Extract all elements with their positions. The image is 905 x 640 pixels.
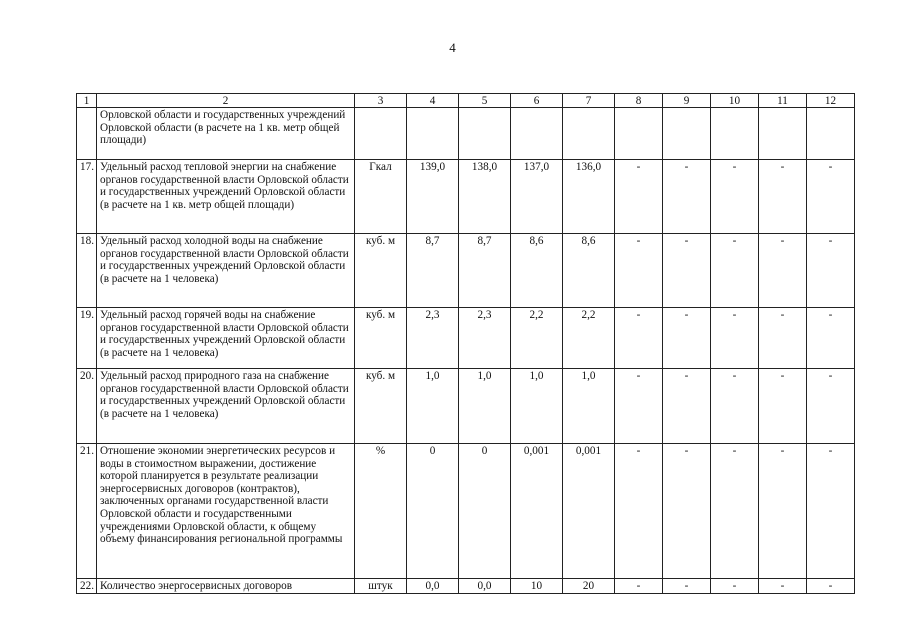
value-cell: - (807, 369, 855, 444)
column-number: 12 (807, 94, 855, 108)
value-cell: - (711, 308, 759, 369)
row-number: 17. (77, 160, 97, 234)
indicator-name: Орловской области и государственных учреждений Орловской области (в расчете на 1 кв. метр общей площади) (97, 108, 355, 160)
table-row (77, 444, 855, 579)
column-number: 5 (459, 94, 511, 108)
value-cell: 1,0 (563, 369, 615, 444)
value-cell: 0 (459, 444, 511, 579)
column-number: 7 (563, 94, 615, 108)
value-cell: 2,3 (407, 308, 459, 369)
value-cell: 0,0 (407, 579, 459, 594)
column-number: 2 (97, 94, 355, 108)
value-cell: 0,001 (563, 444, 615, 579)
value-cell: 0,001 (511, 444, 563, 579)
value-cell: - (759, 579, 807, 594)
value-cell: 0 (407, 444, 459, 579)
indicators-table (76, 93, 855, 594)
table-row (77, 108, 855, 160)
row-number: 19. (77, 308, 97, 369)
value-cell: 8,6 (563, 234, 615, 308)
value-cell: - (615, 160, 663, 234)
value-cell: 20 (563, 579, 615, 594)
value-cell: - (759, 444, 807, 579)
value-cell: 8,6 (511, 234, 563, 308)
unit-cell: штук (355, 579, 407, 594)
unit-cell: % (355, 444, 407, 579)
indicator-name: Удельный расход холодной воды на снабжение органов государственной власти Орловской области и государственных учреждений Орловской области (в расчете на 1 человека) (97, 234, 355, 308)
indicator-name: Удельный расход тепловой энергии на снабжение органов государственной власти Орловской области и государственных учреждений Орловской области (в расчете на 1 кв. метр общей площади) (97, 160, 355, 234)
value-cell: - (663, 234, 711, 308)
value-cell: - (711, 160, 759, 234)
value-cell: - (663, 160, 711, 234)
column-number: 10 (711, 94, 759, 108)
table-row (77, 369, 855, 444)
value-cell: - (807, 308, 855, 369)
value-cell: - (663, 308, 711, 369)
unit-cell: куб. м (355, 308, 407, 369)
value-cell (615, 108, 663, 160)
value-cell (511, 108, 563, 160)
page-number: 4 (449, 40, 456, 55)
column-number: 8 (615, 94, 663, 108)
table-row (77, 308, 855, 369)
value-cell: - (615, 308, 663, 369)
value-cell (759, 108, 807, 160)
indicator-name: Отношение экономии энергетических ресурсов и воды в стоимостном выражении, достижение которой планируется в результате реализации энергосервисных договоров (контрактов), заключенных органами государственной власти Орловской области и государственными учреждениями Орловской области, к общему объему финансирования региональной программы (97, 444, 355, 579)
value-cell: - (807, 234, 855, 308)
column-number-row (77, 94, 855, 108)
value-cell: - (615, 234, 663, 308)
value-cell: - (759, 234, 807, 308)
value-cell: - (663, 579, 711, 594)
value-cell: 2,2 (563, 308, 615, 369)
value-cell: - (759, 369, 807, 444)
value-cell (407, 108, 459, 160)
value-cell: - (615, 444, 663, 579)
row-number: 18. (77, 234, 97, 308)
table-row (77, 234, 855, 308)
value-cell: 2,2 (511, 308, 563, 369)
column-number: 9 (663, 94, 711, 108)
value-cell: - (759, 160, 807, 234)
row-number (77, 108, 97, 160)
value-cell: 8,7 (407, 234, 459, 308)
value-cell: 1,0 (459, 369, 511, 444)
value-cell (459, 108, 511, 160)
value-cell (807, 108, 855, 160)
unit-cell: Гкал (355, 160, 407, 234)
value-cell: - (807, 444, 855, 579)
column-number: 4 (407, 94, 459, 108)
value-cell: 139,0 (407, 160, 459, 234)
table-row (77, 579, 855, 594)
value-cell: - (711, 234, 759, 308)
value-cell: - (711, 369, 759, 444)
value-cell: - (615, 579, 663, 594)
column-number: 6 (511, 94, 563, 108)
value-cell: 8,7 (459, 234, 511, 308)
value-cell: 1,0 (407, 369, 459, 444)
value-cell: - (807, 160, 855, 234)
row-number: 21. (77, 444, 97, 579)
value-cell (663, 108, 711, 160)
value-cell: - (711, 579, 759, 594)
column-number: 3 (355, 94, 407, 108)
value-cell (711, 108, 759, 160)
indicator-name: Количество энергосервисных договоров (97, 579, 355, 594)
unit-cell: куб. м (355, 369, 407, 444)
value-cell (563, 108, 615, 160)
unit-cell: куб. м (355, 234, 407, 308)
table-row (77, 160, 855, 234)
value-cell: - (663, 444, 711, 579)
value-cell: - (807, 579, 855, 594)
value-cell: 137,0 (511, 160, 563, 234)
value-cell: 138,0 (459, 160, 511, 234)
value-cell: - (759, 308, 807, 369)
value-cell: - (615, 369, 663, 444)
value-cell: 136,0 (563, 160, 615, 234)
unit-cell (355, 108, 407, 160)
row-number: 22. (77, 579, 97, 594)
value-cell: 2,3 (459, 308, 511, 369)
column-number: 11 (759, 94, 807, 108)
value-cell: 1,0 (511, 369, 563, 444)
value-cell: - (711, 444, 759, 579)
value-cell: - (663, 369, 711, 444)
column-number: 1 (77, 94, 97, 108)
indicator-name: Удельный расход природного газа на снабжение органов государственной власти Орловской области и государственных учреждений Орловской области (в расчете на 1 человека) (97, 369, 355, 444)
indicator-name: Удельный расход горячей воды на снабжение органов государственной власти Орловской области и государственных учреждений Орловской области (в расчете на 1 человека) (97, 308, 355, 369)
row-number: 20. (77, 369, 97, 444)
value-cell: 10 (511, 579, 563, 594)
value-cell: 0,0 (459, 579, 511, 594)
